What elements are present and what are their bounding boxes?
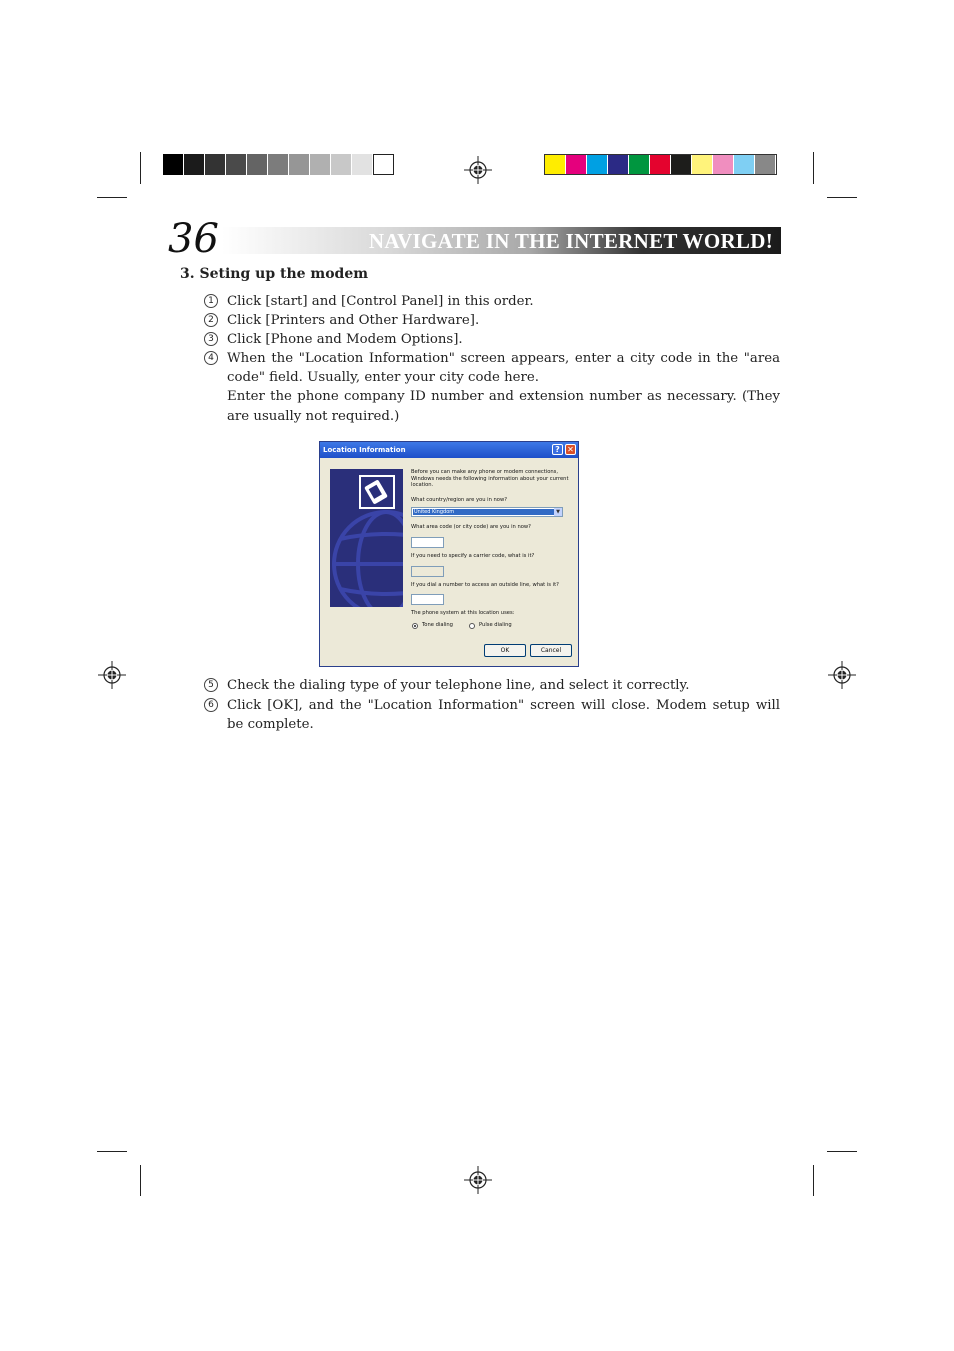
dialog-intro-text: Before you can make any phone or modem connections, Windows needs the following information about your current location.	[411, 469, 569, 488]
grayscale-calibration-strip	[163, 154, 394, 175]
carrier-code-input	[411, 566, 444, 577]
list-item	[204, 311, 780, 330]
chevron-down-icon[interactable]: ▼	[554, 508, 562, 516]
pulse-dialing-radio[interactable]	[469, 623, 475, 629]
country-select-value: United Kingdom	[413, 509, 554, 515]
location-information-dialog	[319, 441, 579, 667]
color-swatch	[755, 155, 776, 174]
gray-swatch	[310, 154, 331, 175]
gray-swatch	[205, 154, 226, 175]
step-number: 6	[204, 698, 218, 712]
color-swatch	[713, 155, 734, 174]
step-number: 1	[204, 294, 218, 308]
gray-swatch	[352, 154, 373, 175]
gray-swatch	[247, 154, 268, 175]
dialog-title-bar	[320, 442, 578, 458]
gray-swatch	[268, 154, 289, 175]
step-number: 2	[204, 313, 218, 327]
step-text: When the "Location Information" screen appears, enter a city code in the "area code" field. Usually, enter your city code here.	[227, 351, 780, 386]
step-text-continued: Enter the phone company ID number and extension number as necessary. (They are usually not required.)	[227, 389, 780, 424]
gray-swatch	[289, 154, 310, 175]
crop-mark	[813, 152, 814, 184]
tone-dialing-label: Tone dialing	[422, 622, 453, 628]
step-text: Check the dialing type of your telephone line, and select it correctly.	[227, 678, 690, 693]
outside-line-label: If you dial a number to access an outside line, what is it?	[411, 582, 559, 588]
list-item	[204, 696, 780, 734]
list-item	[204, 349, 780, 426]
section-heading: 3. Seting up the modem	[180, 266, 369, 282]
list-item	[204, 292, 780, 311]
crop-mark	[97, 197, 127, 198]
color-swatch	[734, 155, 755, 174]
crop-mark	[813, 1165, 814, 1196]
crop-mark	[827, 197, 857, 198]
color-swatch	[545, 155, 566, 174]
color-swatch	[692, 155, 713, 174]
step-number: 3	[204, 332, 218, 346]
gray-swatch	[163, 154, 184, 175]
country-label: What country/region are you in now?	[411, 497, 507, 503]
help-icon[interactable]: ?	[552, 444, 563, 455]
phone-system-label: The phone system at this location uses:	[411, 610, 515, 616]
globe-illustration	[330, 469, 403, 607]
crop-mark	[827, 1151, 857, 1152]
area-code-label: What area code (or city code) are you in now?	[411, 524, 531, 530]
step-text: Click [start] and [Control Panel] in this order.	[227, 294, 534, 309]
step-text: Click [OK], and the "Location Information" screen will close. Modem setup will be complete.	[227, 698, 780, 733]
area-code-input[interactable]	[411, 537, 444, 548]
registration-mark-icon	[464, 1166, 492, 1194]
close-icon[interactable]: ✕	[565, 444, 576, 455]
ok-button[interactable]: OK	[484, 644, 526, 657]
gray-swatch	[373, 154, 394, 175]
list-item	[204, 676, 780, 695]
dialog-title: Location Information	[323, 446, 406, 454]
globe-phone-icon	[330, 469, 403, 607]
color-swatch	[671, 155, 692, 174]
registration-mark-icon	[98, 661, 126, 689]
step-number: 4	[204, 351, 218, 365]
step-text: Click [Printers and Other Hardware].	[227, 313, 480, 328]
section-title-bar	[222, 227, 781, 254]
gray-swatch	[331, 154, 352, 175]
page-title: NAVIGATE IN THE INTERNET WORLD!	[368, 229, 773, 253]
gray-swatch	[226, 154, 247, 175]
list-item	[204, 330, 780, 349]
color-swatch	[650, 155, 671, 174]
outside-line-input[interactable]	[411, 594, 444, 605]
step-number: 5	[204, 678, 218, 692]
crop-mark	[140, 152, 141, 184]
crop-mark	[140, 1165, 141, 1196]
color-swatch	[608, 155, 629, 174]
gray-swatch	[184, 154, 205, 175]
color-swatch	[629, 155, 650, 174]
color-swatch	[587, 155, 608, 174]
registration-mark-icon	[828, 661, 856, 689]
cancel-button[interactable]: Cancel	[530, 644, 572, 657]
crop-mark	[97, 1151, 127, 1152]
color-calibration-strip	[544, 154, 777, 175]
step-text: Click [Phone and Modem Options].	[227, 332, 463, 347]
country-select[interactable]	[411, 507, 563, 517]
carrier-code-label: If you need to specify a carrier code, what is it?	[411, 553, 535, 559]
color-swatch	[566, 155, 587, 174]
pulse-dialing-label: Pulse dialing	[479, 622, 512, 628]
tone-dialing-radio[interactable]	[412, 623, 418, 629]
registration-mark-icon	[464, 156, 492, 184]
page-number: 36	[168, 216, 219, 262]
